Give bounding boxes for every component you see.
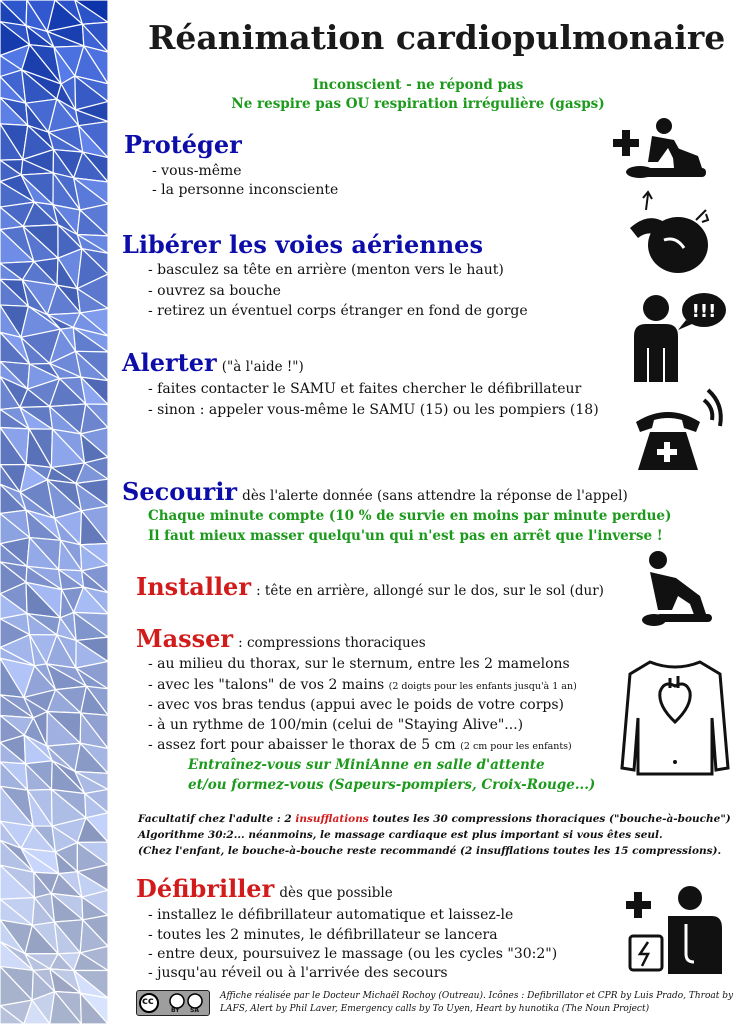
masser-note: : compressions thoraciques: [238, 635, 426, 651]
masser-item-5: - assez fort pour abaisser le thorax de 5 cm: [148, 737, 456, 753]
optional-insufflations: insufflations: [295, 813, 369, 825]
liberer-item-1: - basculez sa tête en arrière (menton vers le haut): [148, 262, 504, 278]
triangle-mosaic: [0, 0, 108, 1024]
secourir-note: dès l'alerte donnée (sans attendre la réponse de l'appel): [242, 488, 628, 504]
installer-heading-row: [136, 572, 604, 601]
masser-item-2-row: [148, 677, 577, 693]
liberer-item-2: - ouvrez sa bouche: [148, 283, 281, 299]
masser-green-1: Entraînez-vous sur MiniAnne en salle d'attente: [188, 757, 545, 773]
page-title: Réanimation cardiopulmonaire: [148, 18, 726, 57]
secourir-heading-row: [122, 477, 628, 506]
defibriller-item-3: - entre deux, poursuivez le massage (ou les cycles "30:2"): [148, 946, 558, 962]
optional-line-3: (Chez l'enfant, le bouche-à-bouche reste recommandé (2 insufflations toutes les 15 compressions).: [138, 845, 722, 857]
optional-line-1a: Facultatif chez l'adulte : 2: [138, 813, 296, 825]
poster-content: [108, 0, 744, 1024]
secourir-green-1: Chaque minute compte (10 % de survie en moins par minute perdue): [148, 508, 672, 524]
installer-note: : tête en arrière, allongé sur le dos, sur le sol (dur): [256, 583, 604, 599]
heading-defibriller: Défibriller: [136, 874, 275, 903]
intro-line-1: Inconscient - ne répond pas: [312, 77, 524, 93]
by-label: BY: [171, 1007, 180, 1014]
alerter-note: ("à l'aide !"): [221, 359, 304, 375]
alerter-item-2: - sinon : appeler vous-même le SAMU (15) ou les pompiers (18): [148, 402, 599, 418]
defibriller-heading-row: [136, 874, 393, 903]
heading-liberer: Libérer les voies aériennes: [122, 230, 483, 259]
masser-item-4: - à un rythme de 100/min (celui de "Staying Alive"...): [148, 717, 524, 733]
throat-icon: [618, 190, 718, 280]
defibrillator-icon: [626, 884, 726, 976]
masser-green-2: et/ou formez-vous (Sapeurs-pompiers, Croix-Rouge...): [188, 777, 596, 793]
alerter-heading-row: [122, 348, 304, 377]
cc-label: cc: [142, 996, 154, 1007]
masser-item-1: - au milieu du thorax, sur le sternum, entre les 2 mamelons: [148, 656, 570, 672]
proteger-item-1: - vous-même: [152, 163, 242, 179]
first-aid-cpr-icon: [612, 112, 712, 182]
alerter-item-1: - faites contacter le SAMU et faites chercher le défibrillateur: [148, 381, 582, 397]
heading-secourir: Secourir: [122, 477, 238, 506]
masser-item-2: - avec les "talons" de vos 2 mains: [148, 677, 385, 693]
optional-line-2: Algorithme 30:2... néanmoins, le massage cardiaque est plus important si vous êtes seul.: [138, 829, 663, 841]
footer-credit: Affiche réalisée par le Docteur Michaël Rochoy (Outreau). Icônes : Defibrillator et CPR by Luis Prado, Throat by LAFS, Alert by Phil Laver, Emergency calls by To Uyen, Heart by hunotika (The Noun Project): [220, 991, 734, 1014]
liberer-item-3: - retirez un éventuel corps étranger en fond de gorge: [148, 303, 528, 319]
decorative-sidebar: [0, 0, 108, 1024]
sa-label: SA: [190, 1007, 199, 1014]
defibriller-item-4: - jusqu'au réveil ou à l'arrivée des secours: [148, 965, 448, 981]
alert-person-icon: [628, 290, 728, 385]
defibriller-item-1: - installez le défibrillateur automatique et laissez-le: [148, 907, 514, 923]
masser-item-2-note: (2 doigts pour les enfants jusqu'à 1 an): [388, 681, 577, 692]
emergency-phone-icon: [628, 386, 728, 476]
optional-line-1: [138, 813, 731, 825]
optional-line-1b: toutes les 30 compressions thoraciques ("bouche-à-bouche"): [368, 813, 731, 825]
intro-line-2: Ne respire pas OU respiration irrégulière (gasps): [231, 96, 605, 112]
heading-alerter: Alerter: [122, 348, 217, 377]
heading-proteger: Protéger: [124, 130, 242, 159]
secourir-green-2: Il faut mieux masser quelqu'un qui n'est pas en arrêt que l'inverse !: [148, 528, 663, 544]
masser-item-3: - avec vos bras tendus (appui avec le poids de votre corps): [148, 697, 565, 713]
defibriller-note: dès que possible: [279, 885, 393, 901]
svg-text:!!!: !!!: [691, 301, 717, 322]
chest-heart-icon: [620, 658, 730, 778]
masser-item-5-row: [148, 737, 572, 753]
cc-license-icon: [136, 990, 210, 1016]
masser-heading-row: [136, 624, 426, 653]
defibriller-item-2: - toutes les 2 minutes, le défibrillateur se lancera: [148, 927, 498, 943]
heading-masser: Masser: [136, 624, 234, 653]
masser-item-5-note: (2 cm pour les enfants): [460, 741, 572, 752]
heading-installer: Installer: [136, 572, 251, 601]
proteger-item-2: - la personne inconsciente: [152, 182, 339, 198]
cpr-kneeling-icon: [636, 548, 716, 628]
